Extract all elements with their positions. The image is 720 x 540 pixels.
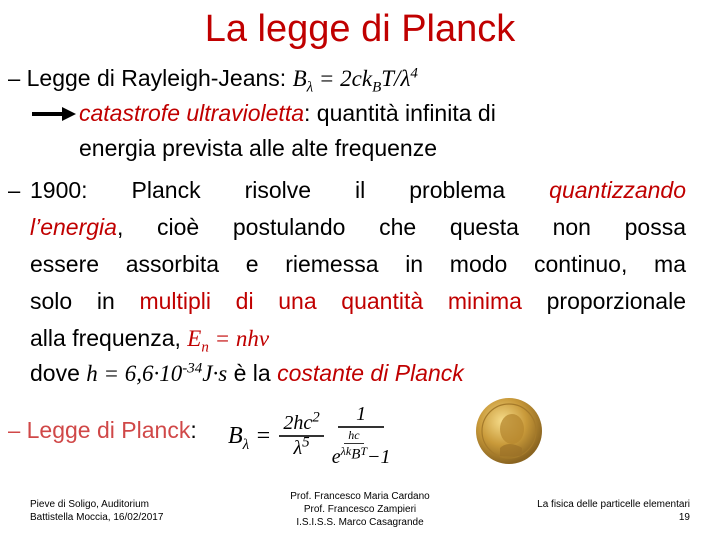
slide-number: 19 [678,512,690,523]
energy-term: l’energia [30,214,117,240]
planck-line-4-text-c: proporzionale [521,288,686,314]
planck-line-1 [30,177,686,204]
planck-line-6-text-b: è la [227,360,278,386]
right-arrow-icon [30,106,78,122]
planck-fraction-2 [332,403,391,469]
ultraviolet-catastrophe-term: catastrofe ultravioletta [79,100,305,126]
planck-line-4-text-a: solo in [30,288,140,314]
slide-title: La legge di Planck [204,8,516,50]
footer-location [30,498,163,524]
fraction-2-denominator [332,428,391,469]
footer-school: I.S.I.S.S. Marco Casagrande [296,517,424,528]
consequence-line-1 [79,100,496,127]
bullet-marker: – [8,418,21,443]
footer-author-2: Prof. Francesco Zampieri [303,504,417,515]
planck-line-4 [30,288,686,315]
consequence-text-1: : quantità infinita di [304,100,496,126]
planck-fraction-1 [279,409,323,460]
quantizing-term: quantizzando [549,177,686,203]
bullet-planck-1900 [8,177,20,204]
planck-line-2 [30,214,686,241]
footer-course-title: La fisica delle particelle elementari [537,499,690,510]
fraction-1-numerator: $2hc^2$ [279,412,323,437]
planck-line-3: essere assorbita e riemessa in modo continuo, ma [30,251,686,277]
exponent-denominator: $\lambda k_BT$ [340,444,368,463]
footer-author-1: Prof. Francesco Maria Cardano [290,491,430,502]
rayleigh-jeans-label: Legge di Rayleigh-Jeans: [26,65,293,91]
rayleigh-jeans-formula: $B_\lambda = 2ck_BT/\lambda^4$ [292,65,418,96]
energy-quantum-formula: $E_n = nh\nu$ [187,326,270,356]
exponent-numerator: hc [344,428,363,444]
planck-constant-term: costante di Planck [277,360,464,386]
planck-line-1-text: 1900: Planck risolve il problema [30,177,550,203]
planck-law-lhs: $B_\lambda$ = [228,422,272,453]
exponent-fraction [340,428,368,463]
bullet-marker: – [8,66,21,91]
footer-authors [262,490,458,529]
planck-line-5-text: alla frequenza, [30,325,188,351]
planck-line-6 [30,360,464,387]
fraction-1-denominator: $\lambda^5$ [293,434,310,459]
fraction-2-numerator: 1 [338,403,384,428]
planck-law-formula [228,398,391,474]
planck-line-2-text: , cioè postulando che questa non possa [116,214,686,240]
bullet-planck-law [8,417,197,444]
bullet-marker: – [8,178,21,203]
multiples-term: multipli di una quantità minima [139,288,522,314]
consequence-line-2: energia prevista alle alte frequenze [79,135,438,161]
planck-line-6-text-a: dove [30,360,87,386]
planck-line-5 [30,325,270,356]
bullet-rayleigh-jeans [8,65,418,96]
minus-one: −1 [367,446,391,468]
planck-law-label: Legge di Planck [26,417,191,443]
nobel-medal-image [474,396,544,466]
exp-base: e [331,446,341,468]
footer-location-line-1: Pieve di Soligo, Auditorium [30,499,149,510]
footer-location-line-2: Battistella Moccia, 16/02/2017 [30,512,164,523]
planck-constant-formula: $h = 6,6\cdot 10^{-34}J\cdot s$ [86,360,228,386]
footer-course [496,498,690,524]
planck-law-colon: : [190,417,197,443]
